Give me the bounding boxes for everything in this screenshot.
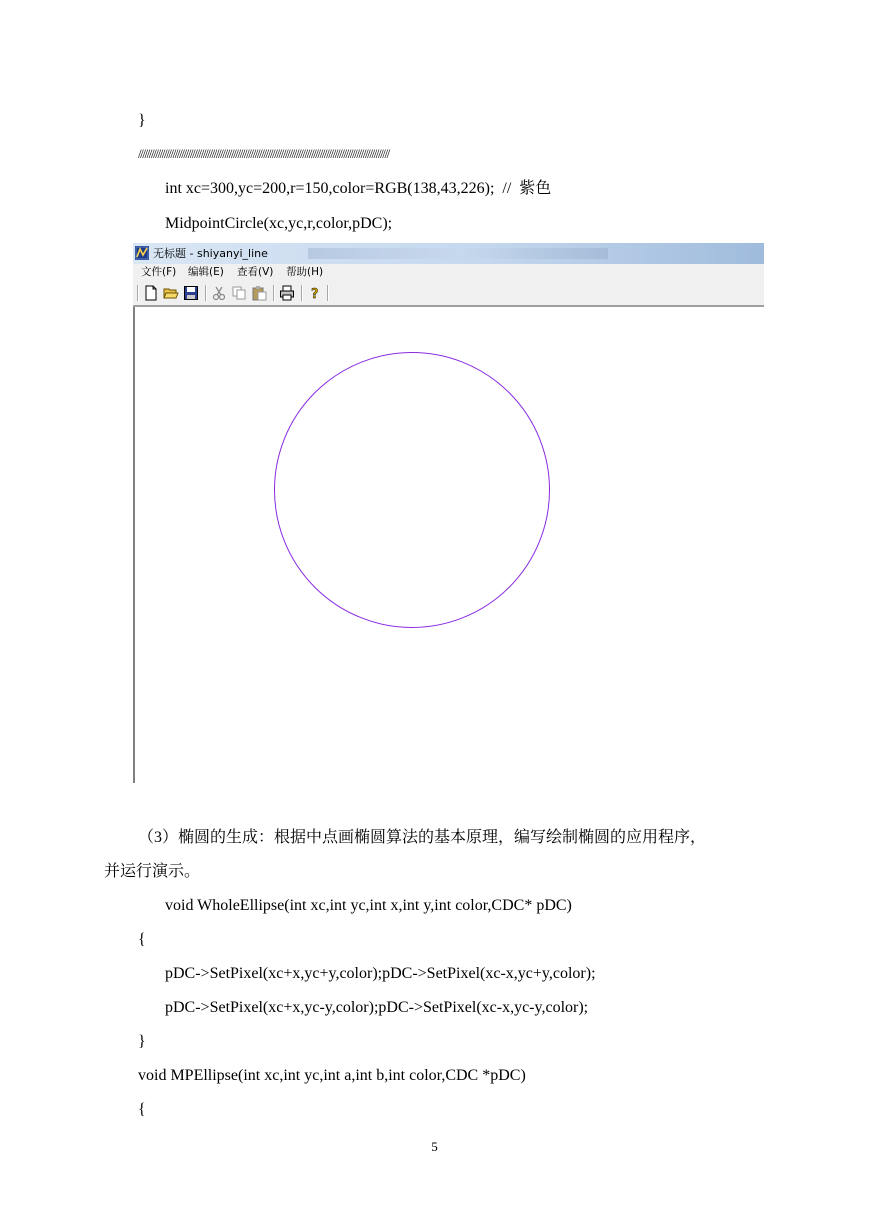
new-file-icon[interactable] <box>143 285 159 301</box>
code-closing-brace: } <box>138 112 146 129</box>
paragraph-ellipse-line-1: （3）椭圆的生成：根据中点画椭圆算法的基本原理，编写绘制椭圆的应用程序， <box>138 829 707 846</box>
toolbar-separator <box>301 285 303 301</box>
code-line: void MPEllipse(int xc,int yc,int a,int b,int color,CDC *pDC) <box>138 1067 526 1084</box>
print-icon[interactable] <box>279 285 295 301</box>
toolbar-separator <box>137 285 139 301</box>
code-line-call: MidpointCircle(xc,yc,r,color,pDC); <box>165 215 393 232</box>
copy-icon[interactable] <box>231 285 247 301</box>
app-window-screenshot <box>133 243 764 783</box>
window-title: 无标题 - shiyanyi_line <box>153 247 268 260</box>
code-line: } <box>138 1033 146 1050</box>
code-line: pDC->SetPixel(xc+x,yc+y,color);pDC->SetPixel(xc-x,yc+y,color); <box>165 965 596 982</box>
midpoint-circle <box>275 353 550 628</box>
save-icon[interactable] <box>183 285 199 301</box>
menu-file[interactable]: 文件(F) <box>141 266 177 278</box>
menu-bar <box>133 264 764 282</box>
code-line: pDC->SetPixel(xc+x,yc-y,color);pDC->SetPixel(xc-x,yc-y,color); <box>165 999 589 1016</box>
svg-text:?: ? <box>311 287 319 301</box>
toolbar-separator <box>327 285 329 301</box>
title-bar <box>133 243 764 264</box>
toolbar-separator <box>205 285 207 301</box>
code-line: { <box>138 1101 146 1118</box>
paste-icon[interactable] <box>251 285 267 301</box>
paragraph-ellipse-line-2: 并运行演示。 <box>104 863 201 880</box>
code-line: void WholeEllipse(int xc,int yc,int x,int y,int color,CDC* pDC) <box>165 897 572 914</box>
toolbar <box>133 281 764 307</box>
menu-view[interactable]: 查看(V) <box>237 266 274 278</box>
code-line: { <box>138 931 146 948</box>
menu-edit[interactable]: 编辑(E) <box>188 266 224 278</box>
cut-icon[interactable] <box>211 285 227 301</box>
blurred-taskbar-area <box>308 248 608 259</box>
toolbar-separator <box>273 285 275 301</box>
app-icon <box>135 246 149 260</box>
help-icon[interactable] <box>307 285 323 301</box>
menu-help[interactable]: 帮助(H) <box>286 266 324 278</box>
code-line-declaration: int xc=300,yc=200,r=150,color=RGB(138,43,226); // 紫色 <box>165 180 552 197</box>
open-folder-icon[interactable] <box>163 285 179 301</box>
drawing-canvas[interactable] <box>133 307 764 783</box>
comment-separator: //////////////////////////////////////////////////////////////////////////////////////////////////////////////////// <box>138 146 389 161</box>
page-number: 5 <box>431 1139 438 1154</box>
